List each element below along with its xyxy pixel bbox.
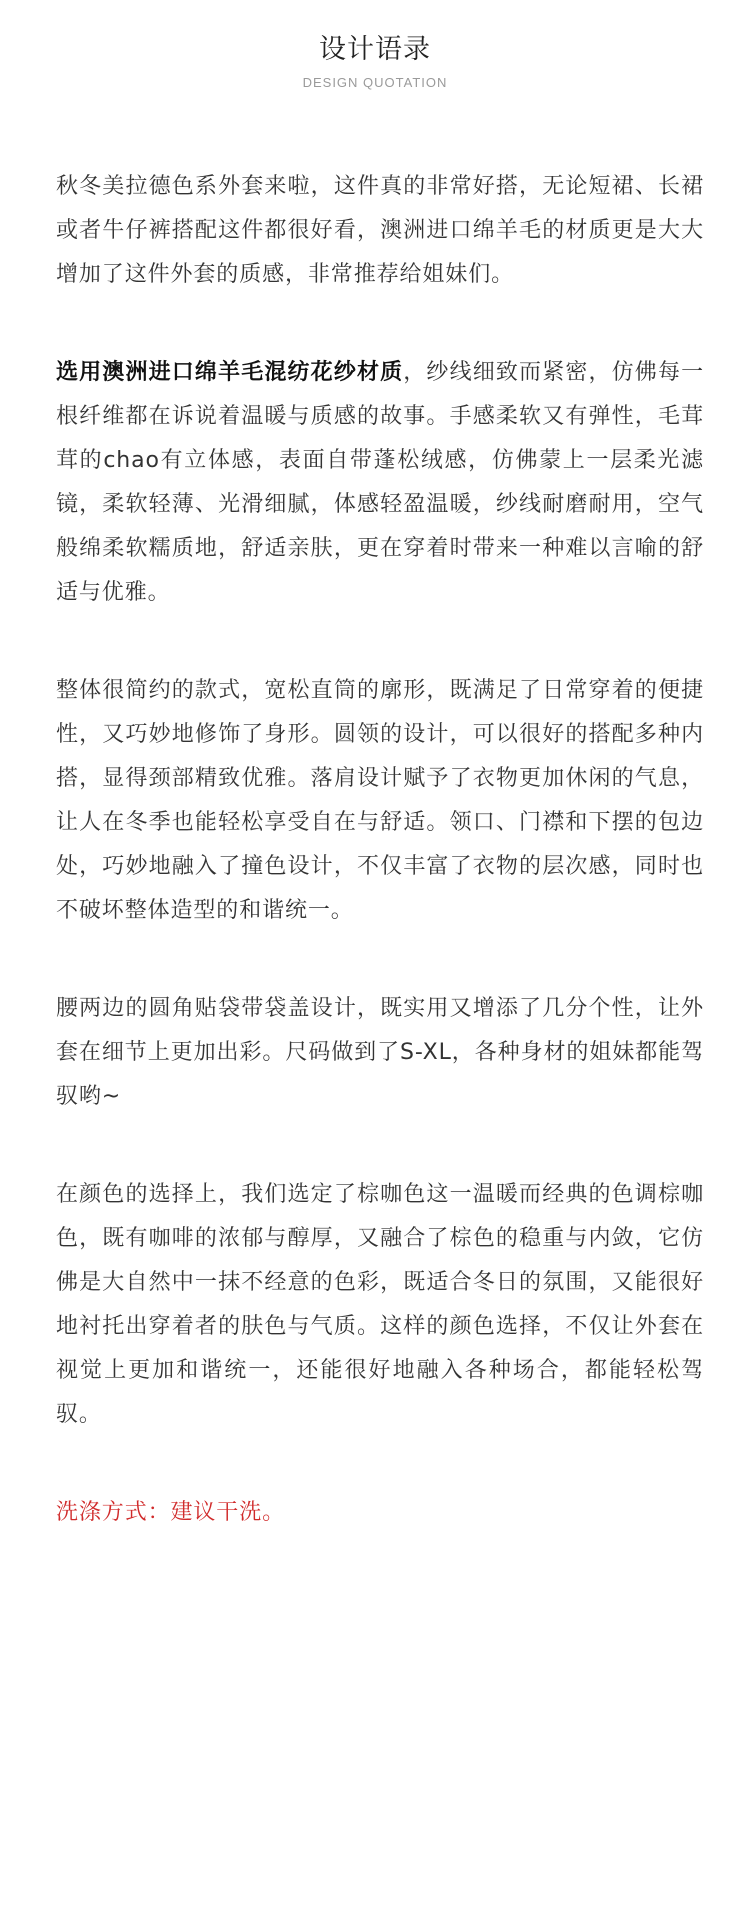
paragraph-color (56, 1173, 704, 1437)
section-subtitle: DESIGN QUOTATION (302, 75, 448, 90)
wash-instruction: 洗涤方式：建议干洗。 (56, 1500, 286, 1525)
paragraph-pockets-sizing (56, 987, 704, 1119)
material-highlight: 选用澳洲进口绵羊毛混纺花纱材质 (56, 360, 404, 385)
section-title: 设计语录 (319, 34, 431, 65)
description-body (56, 165, 704, 1589)
paragraph-material (56, 351, 704, 615)
paragraph-text: ，纱线细致而紧密，仿佛每一根纤维都在诉说着温暖与质感的故事。手感柔软又有弹性，毛茸茸的chao有立体感，表面自带蓬松绒感，仿佛蒙上一层柔光滤镜，柔软轻薄、光滑细腻，体感轻盈温暖，纱线耐磨耐用，空气般绵柔软糯质地，舒适亲肤，更在穿着时带来一种难以言喻的舒适与优雅。 (56, 360, 704, 605)
paragraph-intro (56, 165, 704, 297)
paragraph-silhouette (56, 669, 704, 933)
paragraph-text: 整体很简约的款式，宽松直筒的廓形，既满足了日常穿着的便捷性，又巧妙地修饰了身形。圆领的设计，可以很好的搭配多种内搭，显得颈部精致优雅。落肩设计赋予了衣物更加休闲的气息，让人在冬季也能轻松享受自在与舒适。领口、门襟和下摆的包边处，巧妙地融入了撞色设计，不仅丰富了衣物的层次感，同时也不破坏整体造型的和谐统一。 (56, 678, 704, 923)
paragraph-text: 腰两边的圆角贴袋带袋盖设计，既实用又增添了几分个性，让外套在细节上更加出彩。尺码做到了S-XL，各种身材的姐妹都能驾驭哟~ (56, 996, 704, 1109)
section-header (0, 30, 750, 92)
paragraph-text: 秋冬美拉德色系外套来啦，这件真的非常好搭，无论短裙、长裙或者牛仔裤搭配这件都很好看，澳洲进口绵羊毛的材质更是大大增加了这件外套的质感，非常推荐给姐妹们。 (56, 174, 704, 287)
paragraph-text: 在颜色的选择上，我们选定了棕咖色这一温暖而经典的色调棕咖色，既有咖啡的浓郁与醇厚，又融合了棕色的稳重与内敛，它仿佛是大自然中一抹不经意的色彩，既适合冬日的氛围，又能很好地衬托出穿着者的肤色与气质。这样的颜色选择，不仅让外套在视觉上更加和谐统一，还能很好地融入各种场合，都能轻松驾驭。 (56, 1182, 704, 1427)
